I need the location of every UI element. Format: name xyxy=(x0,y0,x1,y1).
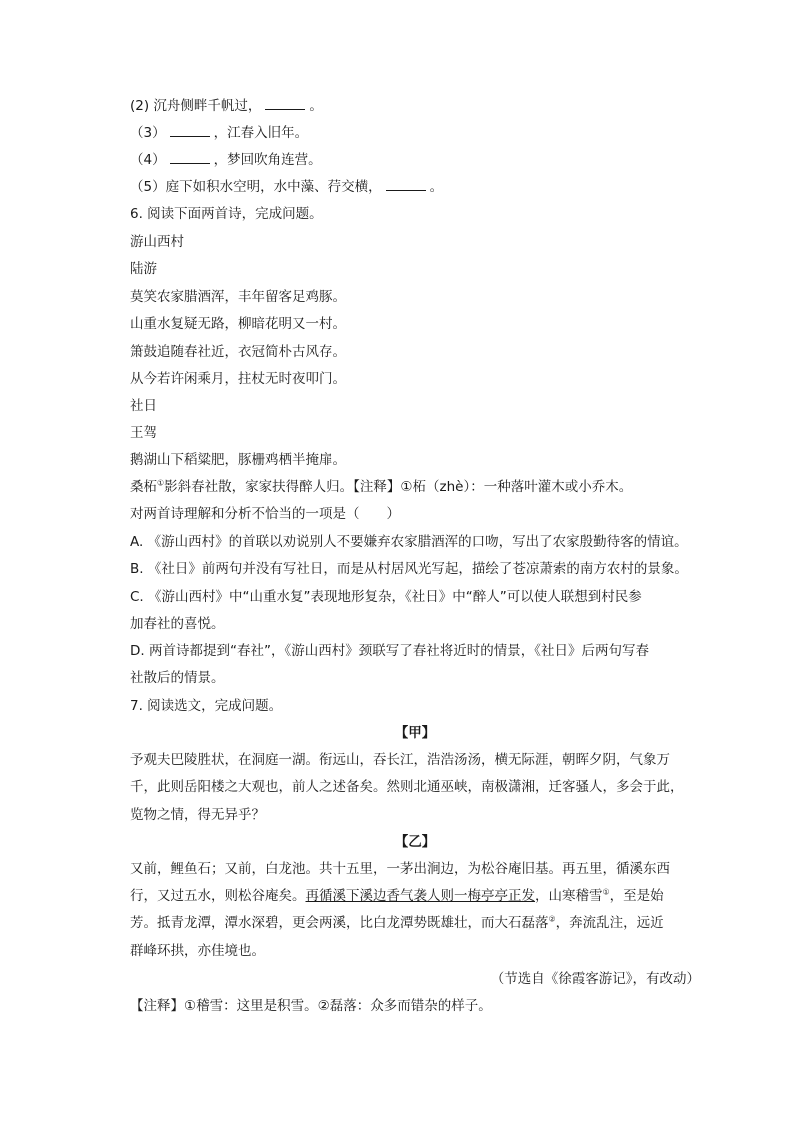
passage-text: 芳。抵青龙潭，潭水深碧，更会两溪，比白龙潭势既雄壮，而大石磊落 xyxy=(130,915,549,931)
poem1-title: 游山西村 xyxy=(130,234,184,250)
passage-text: 行，又过五水，则松谷庵矣。 xyxy=(130,888,306,904)
answer-blank[interactable] xyxy=(265,97,305,110)
q6-option-b: B. 《社日》前两句并没有写社日，而是从村居风光写起，描绘了苍凉萧索的南方农村的景象。 xyxy=(130,561,688,577)
poem1-line: 从今若许闲乘月，拄杖无时夜叩门。 xyxy=(130,371,346,387)
q6-question: 对两首诗理解和分析不恰当的一项是（ ） xyxy=(130,506,400,522)
item-text: ，江春入旧年。 xyxy=(213,125,309,141)
item-text: 。 xyxy=(309,98,323,114)
q6-prompt: 6. 阅读下面两首诗，完成问题。 xyxy=(130,206,323,222)
poem-text: 影斜春社散，家家扶得醉人归。【注释】①柘（zhè）：一种落叶灌木或小乔木。 xyxy=(164,479,633,495)
item-text: （5）庭下如积水空明，水中藻、荇交横， xyxy=(130,179,382,195)
poem2-author: 王驾 xyxy=(130,425,157,441)
q5-item-4 xyxy=(130,151,700,169)
passage-jia-line: 千，此则岳阳楼之大观也，前人之述备矣。然则北通巫峡，南极潇湘，迁客骚人，多会于此， xyxy=(130,779,684,795)
poem2-line-with-note xyxy=(130,478,700,496)
passage-jia-line: 览物之情，得无异乎？ xyxy=(130,807,265,823)
passage-text: ，奔流乱注，远近 xyxy=(555,915,664,931)
passage-text: ，山寒稽雪 xyxy=(535,888,603,904)
passage-jia-line: 予观夫巴陵胜状，在洞庭一湖。衔远山，吞长江，浩浩汤汤，横无际涯，朝晖夕阴，气象万 xyxy=(130,752,670,768)
poem-text: 桑柘 xyxy=(130,479,157,495)
answer-blank[interactable] xyxy=(386,178,426,191)
underlined-sentence: 再循溪下溪边香气袭人则一梅亭亭正发 xyxy=(305,888,535,904)
passage-note: 【注释】①稽雪：这里是积雪。②磊落：众多而错杂的样子。 xyxy=(130,998,492,1014)
answer-blank[interactable] xyxy=(170,151,210,164)
passage-yi-line: 群峰环拱，亦佳境也。 xyxy=(130,943,265,959)
passage-text: ，至是始 xyxy=(609,888,664,904)
passage-yi-line xyxy=(130,887,700,905)
item-number: （4） xyxy=(130,152,166,168)
passage-yi-title: 【乙】 xyxy=(394,834,436,850)
q6-option-d: D. 两首诗都提到“春社”，《游山西村》颈联写了春社将近时的情景，《社日》后两句写春 xyxy=(130,643,649,659)
poem1-line: 山重水复疑无路，柳暗花明又一村。 xyxy=(130,316,346,332)
item-text: 。 xyxy=(429,179,444,195)
passage-yi-line: 又前，鲤鱼石；又前，白龙池。共十五里，一茅出涧边，为松谷庵旧基。再五里，循溪东西 xyxy=(130,861,670,877)
item-text: (2) 沉舟侧畔千帆过， xyxy=(130,98,262,114)
q6-option-a: A. 《游山西村》的首联以劝说别人不要嫌弃农家腊酒浑的口吻，写出了农家殷勤待客的情谊。 xyxy=(130,534,688,550)
q5-item-2 xyxy=(130,97,700,115)
q7-prompt: 7. 阅读选文，完成问题。 xyxy=(130,698,283,714)
q6-option-d-cont: 社散后的情景。 xyxy=(130,670,225,686)
q6-option-c-cont: 加春社的喜悦。 xyxy=(130,616,225,632)
answer-blank[interactable] xyxy=(170,124,210,137)
poem2-title: 社日 xyxy=(130,398,157,414)
poem1-author: 陆游 xyxy=(130,261,157,277)
passage-source: （节选自《徐霞客游记》，有改动） xyxy=(490,971,700,987)
passage-yi-line xyxy=(130,914,700,932)
q5-item-5 xyxy=(130,178,700,196)
item-number: （3） xyxy=(130,125,166,141)
footnote-marker: ① xyxy=(157,478,165,488)
passage-jia-title: 【甲】 xyxy=(394,725,436,741)
footnote-marker: ① xyxy=(602,887,610,897)
q5-item-3 xyxy=(130,124,700,142)
poem1-line: 莫笑农家腊酒浑，丰年留客足鸡豚。 xyxy=(130,289,346,305)
item-text: ，梦回吹角连营。 xyxy=(213,152,322,168)
poem1-line: 箫鼓追随春社近，衣冠简朴古风存。 xyxy=(130,344,346,360)
q6-option-c: C. 《游山西村》中“山重水复”表现地形复杂，《社日》中“醉人”可以使人联想到村民参 xyxy=(130,589,642,605)
poem2-line: 鹅湖山下稻粱肥，豚栅鸡栖半掩扉。 xyxy=(130,452,346,468)
footnote-marker: ② xyxy=(548,914,556,924)
